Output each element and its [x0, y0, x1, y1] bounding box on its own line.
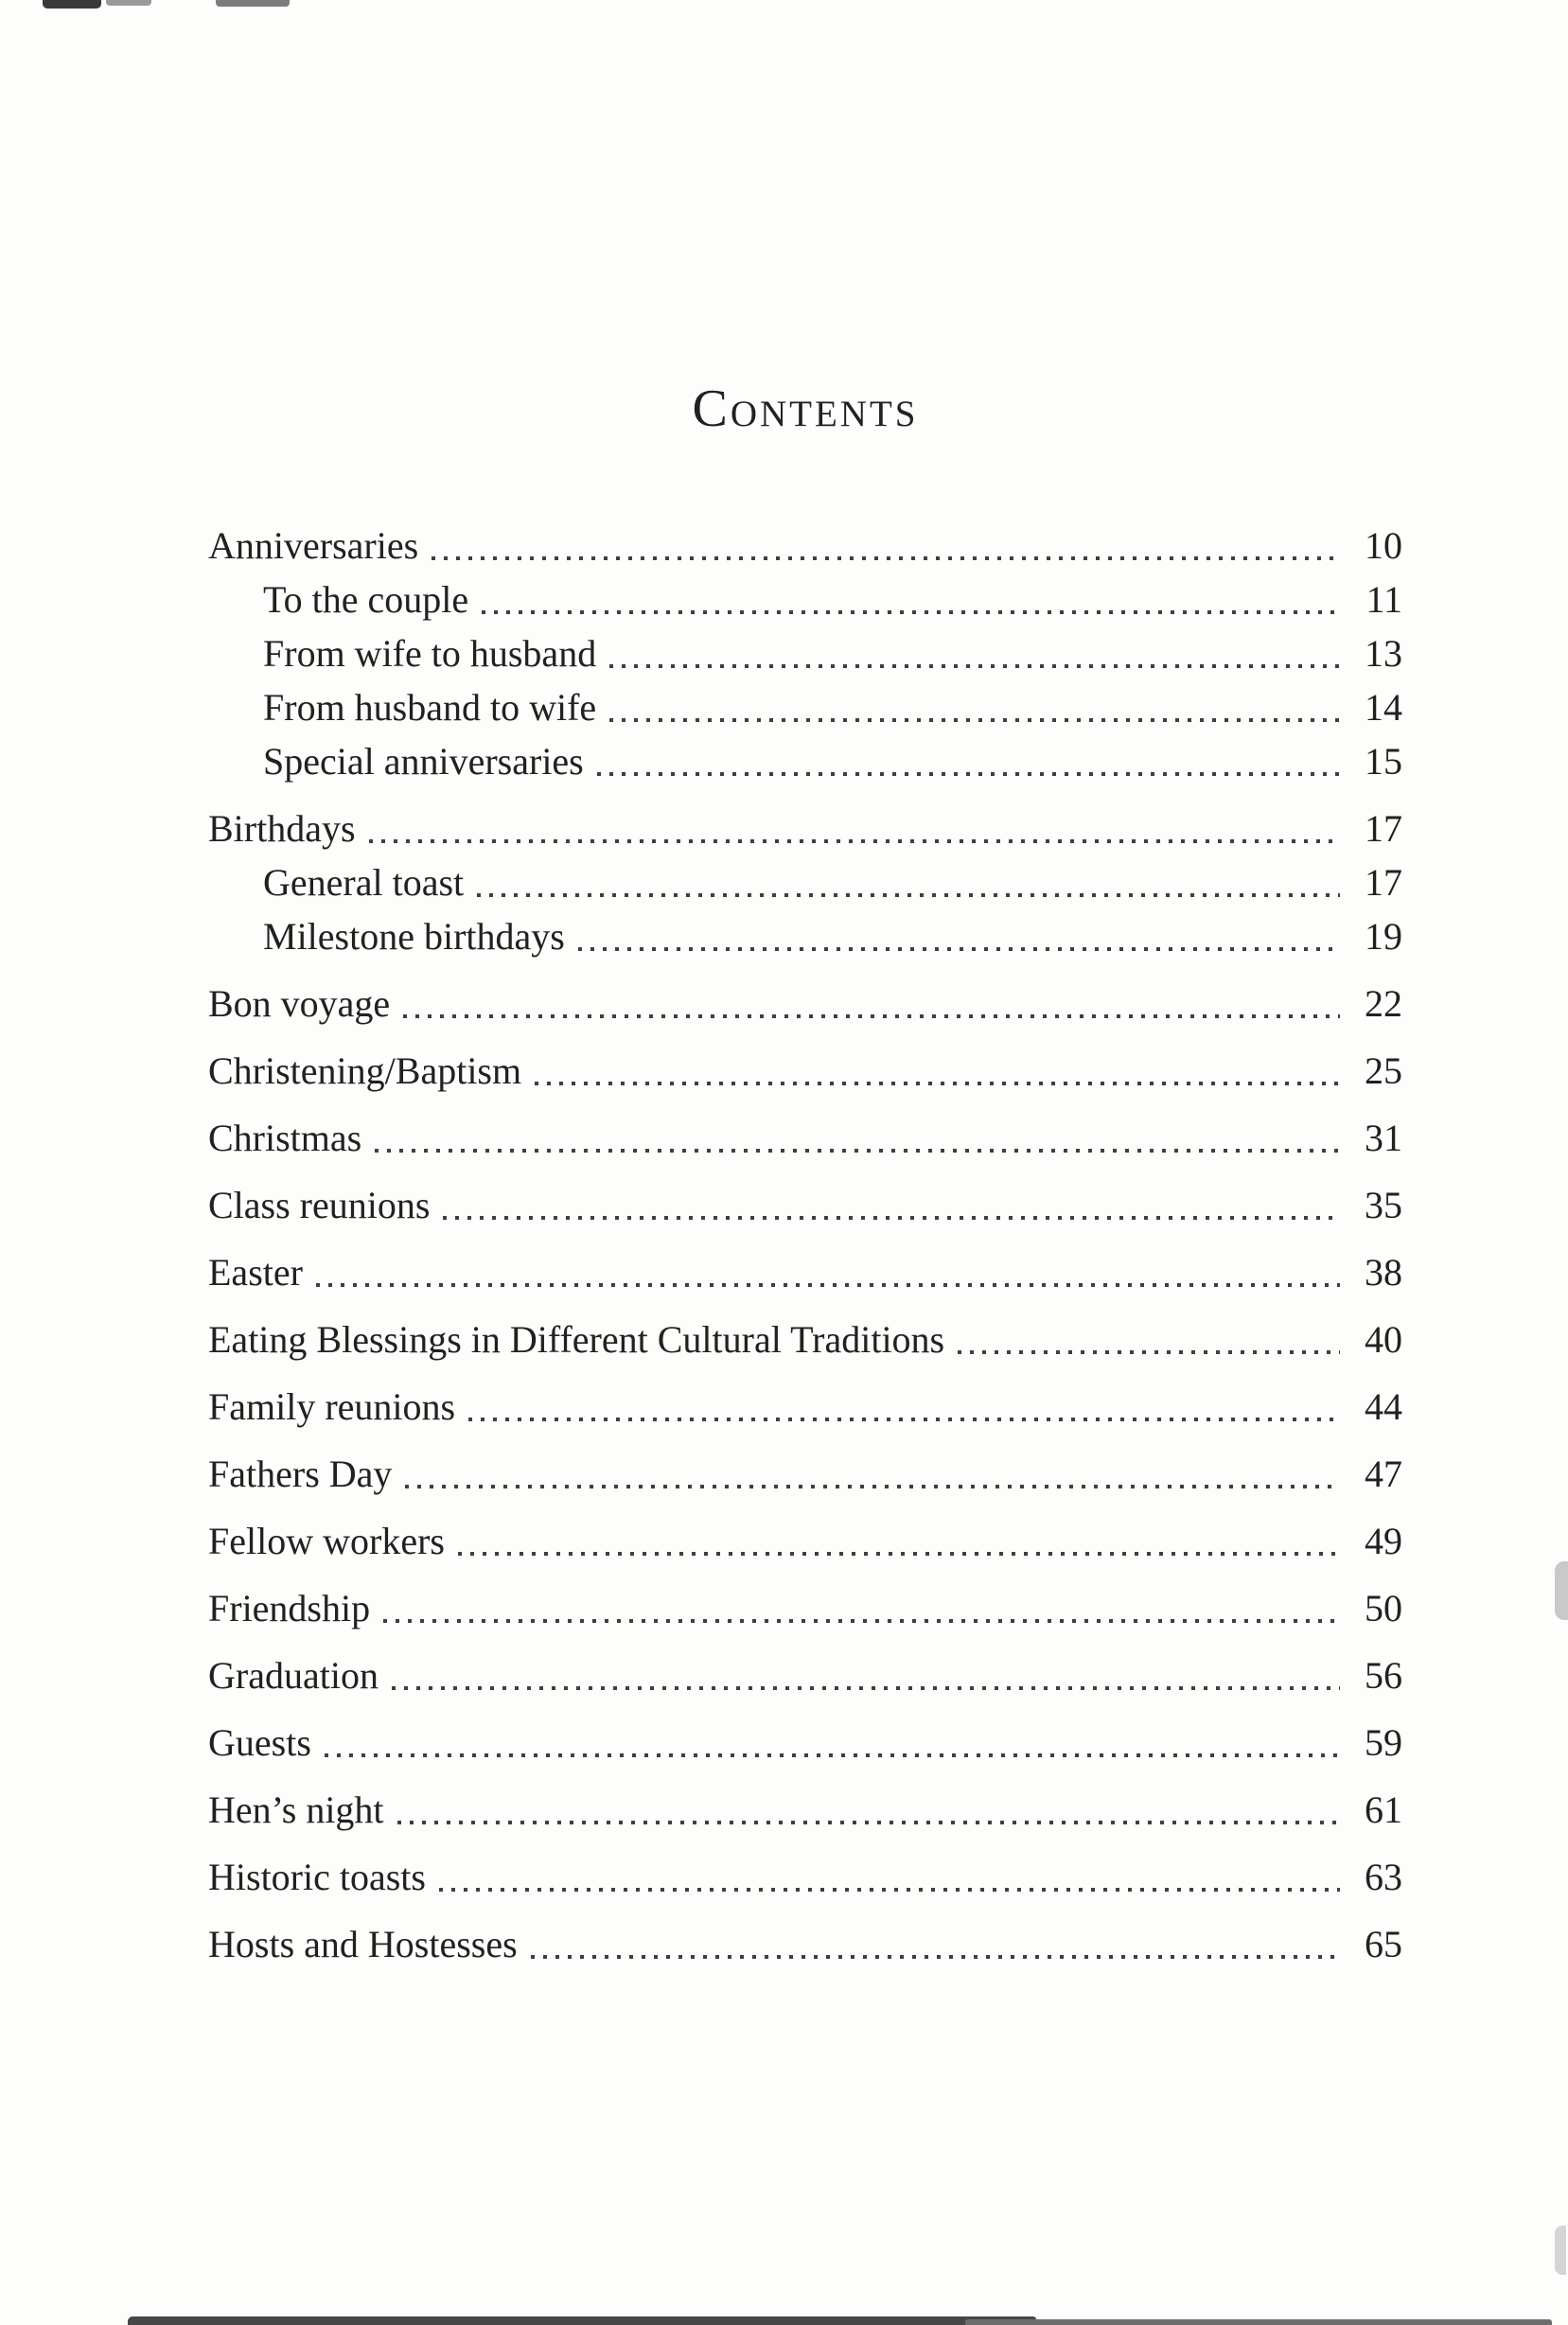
scan-artifact-top-left-1	[43, 0, 101, 9]
toc-entry-page: 63	[1365, 1856, 1402, 1898]
toc-entry-page: 49	[1365, 1520, 1402, 1562]
toc-row	[208, 1581, 1402, 1635]
toc-entry-label: Fellow workers	[208, 1520, 445, 1562]
scan-artifact-top-left-2	[106, 0, 151, 6]
dotted-leader	[443, 1216, 1340, 1220]
dotted-leader	[432, 556, 1340, 560]
toc-entry-label: Anniversaries	[208, 524, 419, 567]
toc-list	[208, 519, 1402, 1971]
toc-entry-page: 10	[1365, 524, 1402, 567]
toc-entry-page: 44	[1365, 1385, 1402, 1428]
scan-artifact-right-edge-1	[1555, 1561, 1568, 1620]
dotted-leader	[439, 1888, 1340, 1892]
toc-entry-page: 31	[1365, 1117, 1402, 1159]
toc-entry-label: Christening/Baptism	[208, 1049, 522, 1092]
toc-entry-label: Hosts and Hostesses	[208, 1923, 518, 1965]
toc-row	[208, 519, 1402, 572]
toc-entry-label: Bon voyage	[208, 982, 391, 1025]
toc-row	[208, 1648, 1402, 1702]
dotted-leader	[531, 1955, 1340, 1959]
toc-row	[208, 1380, 1402, 1434]
toc-row	[208, 855, 1402, 909]
toc-entry-page: 65	[1365, 1923, 1402, 1965]
toc-entry-label: From wife to husband	[263, 632, 597, 675]
toc-row	[208, 1312, 1402, 1366]
toc-entry-label: Christmas	[208, 1117, 362, 1159]
toc-entry-label: Family reunions	[208, 1385, 456, 1428]
dotted-leader	[468, 1418, 1340, 1421]
toc-entry-page: 17	[1365, 807, 1402, 850]
toc-row	[208, 977, 1402, 1030]
dotted-leader	[458, 1552, 1340, 1556]
dotted-leader	[482, 610, 1340, 614]
toc-entry-page: 50	[1365, 1587, 1402, 1629]
toc-entry-page: 17	[1365, 861, 1402, 904]
toc-entry-page: 56	[1365, 1654, 1402, 1697]
toc-entry-label: Guests	[208, 1721, 311, 1764]
dotted-leader	[958, 1350, 1340, 1354]
toc-entry-page: 11	[1365, 578, 1402, 621]
dotted-leader	[578, 947, 1340, 951]
toc-entry-label: Special anniversaries	[263, 740, 584, 783]
toc-entry-page: 47	[1365, 1453, 1402, 1495]
page-title: Contents	[692, 379, 919, 438]
toc-entry-page: 15	[1365, 740, 1402, 783]
toc-entry-label: General toast	[263, 861, 465, 904]
toc-entry-label: Hen’s night	[208, 1788, 384, 1831]
toc-entry-page: 35	[1365, 1184, 1402, 1226]
toc-row	[208, 1111, 1402, 1165]
toc-row	[208, 1850, 1402, 1904]
dotted-leader	[609, 664, 1340, 668]
toc-row	[208, 680, 1402, 734]
toc-entry-page: 19	[1365, 915, 1402, 958]
toc-entry-page: 59	[1365, 1721, 1402, 1764]
toc-row	[208, 1917, 1402, 1971]
toc-entry-page: 38	[1365, 1251, 1402, 1294]
dotted-leader	[325, 1753, 1340, 1757]
toc-row	[208, 1447, 1402, 1501]
toc-row	[208, 572, 1402, 626]
toc-entry-page: 40	[1365, 1318, 1402, 1361]
toc-row	[208, 734, 1402, 788]
toc-entry-label: Eating Blessings in Different Cultural Traditions	[208, 1318, 945, 1361]
toc-entry-label: Historic toasts	[208, 1856, 426, 1898]
scan-artifact-right-edge-2	[1555, 2226, 1566, 2275]
toc-entry-label: Fathers Day	[208, 1453, 393, 1495]
scan-artifact-bottom-edge-2	[965, 2319, 1552, 2325]
toc-entry-label: From husband to wife	[263, 686, 597, 729]
toc-entry-label: Class reunions	[208, 1184, 431, 1226]
dotted-leader	[597, 772, 1340, 776]
toc-row	[208, 1514, 1402, 1568]
toc-entry-page: 14	[1365, 686, 1402, 729]
dotted-leader	[405, 1485, 1340, 1488]
toc-entry-label: Graduation	[208, 1654, 379, 1697]
dotted-leader	[397, 1821, 1340, 1824]
scan-artifact-bottom-edge-1	[128, 2316, 1036, 2325]
toc-entry-label: Easter	[208, 1251, 303, 1294]
toc-row	[208, 1178, 1402, 1232]
toc-entry-label: Milestone birthdays	[263, 915, 565, 958]
dotted-leader	[316, 1283, 1340, 1287]
toc-row	[208, 1783, 1402, 1837]
toc-entry-page: 22	[1365, 982, 1402, 1025]
toc-row	[208, 1716, 1402, 1770]
dotted-leader	[535, 1082, 1340, 1085]
dotted-leader	[375, 1149, 1340, 1153]
toc-entry-page: 61	[1365, 1788, 1402, 1831]
dotted-leader	[392, 1686, 1340, 1690]
toc-entry-page: 25	[1365, 1049, 1402, 1092]
dotted-leader	[477, 893, 1340, 897]
toc-row	[208, 1245, 1402, 1299]
toc-entry-page: 13	[1365, 632, 1402, 675]
dotted-leader	[403, 1014, 1340, 1018]
scan-artifact-top-left-3	[216, 0, 290, 7]
toc-row	[208, 626, 1402, 680]
toc-entry-label: To the couple	[263, 578, 469, 621]
toc-row	[208, 801, 1402, 855]
toc-row	[208, 909, 1402, 963]
toc-entry-label: Birthdays	[208, 807, 356, 850]
dotted-leader	[383, 1619, 1340, 1623]
dotted-leader	[369, 839, 1340, 843]
dotted-leader	[609, 718, 1340, 722]
toc-row	[208, 1044, 1402, 1098]
toc-entry-label: Friendship	[208, 1587, 371, 1629]
